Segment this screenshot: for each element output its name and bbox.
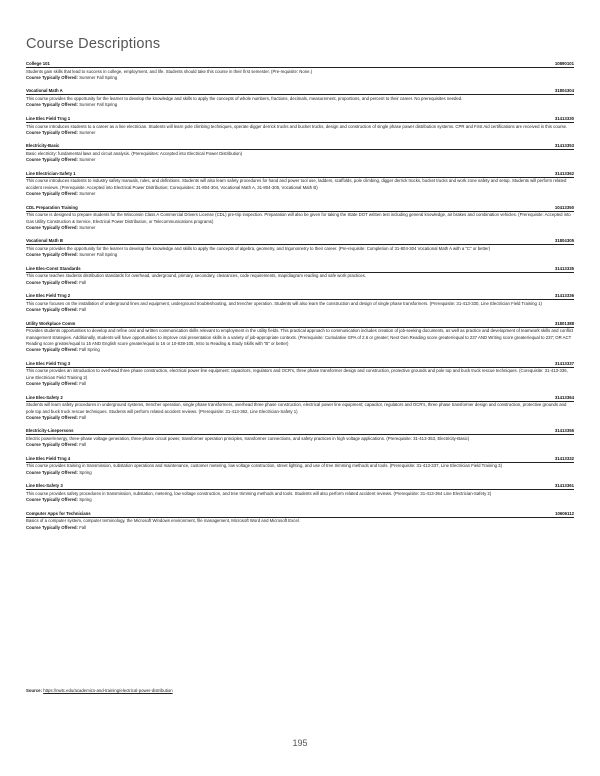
course-name: Line Elec-Safety 2 [26,394,63,400]
offered-label: Course Typically Offered: [26,191,78,197]
course-name: Vocational Math B [26,238,63,244]
course-header [26,456,574,463]
course-code: 31413332 [554,455,574,461]
course-entry [26,428,574,448]
course-name: Line Elec Field Trng 1 [26,115,71,121]
course-offered [26,442,574,448]
course-offered [26,280,574,286]
course-name: Line Elec Field Trng 2 [26,293,71,299]
course-header [26,266,574,273]
course-description: This course teaches students distribution standards for overhead, underground, primary, secondary, clearances, code requirements, map/diagram reading and safe work practices. [26,273,366,279]
course-entry [26,171,574,197]
course-description: This course introduces students to a career as a line electrician. Students will learn pole climbing techniques, operate digger derrick trucks and bucket trucks, design and construction of single phase power distribution systems. CPR and First Aid certifications are received in this course. [26,123,568,129]
course-name: Computer Apps for Technicians [26,510,91,516]
course-entry [26,61,574,81]
offered-value: Spring [79,469,92,475]
course-code: 31413355 [554,428,574,434]
source-link[interactable]: https://nwtc.edu/academics-and-training/electrical-power-distribution [43,688,173,693]
course-header [26,205,574,212]
course-name: Line Electrician-Safety 1 [26,170,76,176]
offered-value: Fall [79,442,87,448]
offered-value: Summer Fall Spring [79,74,118,80]
offered-label: Course Typically Offered: [26,524,78,530]
course-offered [26,307,574,313]
course-code: 31804304 [554,88,574,94]
course-code: 10890101 [554,61,574,66]
course-code: 31413362 [554,170,574,176]
course-code: 10606112 [555,510,574,516]
course-description: This course provides an introduction to overhead three phase construction, electrical power line equipment; capacitors, regulators and OCR's, three phase transformer design and construction, protective grounds and pole top and buck truck rescue techniques. (Corequisite: 31-413-336, Line Electrician Field Training 2) [26,368,568,380]
source-line [26,688,173,693]
course-header [26,238,574,245]
course-description: Students will learn safety procedures in underground systems, trencher operation, single phase transformers, overhead three phase construction, electrical power line equipment; capacitor, regulators and OCR's, three phase transformer design and construction, protective grounds and pole top and buck truck rescue techniques. Students will perform related accident reviews. (Prerequisite: 31-413-362, Line Electrician-Safety 1) [26,402,567,414]
course-description: This course is designed to prepare students for the Wisconsin Class A Commercial Drivers License (CDL) pre-trip inspection. Preparation will also be given for taking the State DOT written test including general knowledge, air brakes and combination vehicles. (Prerequisite: Accepted into Gas Utility Construction & Service, Electrical Power Distribution, or Telecommunications programs) [26,212,571,224]
course-entry [26,456,574,476]
offered-label: Course Typically Offered: [26,279,78,285]
offered-label: Course Typically Offered: [26,307,78,313]
course-description: Basic electricity: fundamental laws and circuit analysis. (Prerequisites: Accepted into Electrical Power Distribution) [26,150,243,156]
course-description: This course provides the opportunity for the learner to develop the knowledge and skills to apply the concepts of algebra, geometry, and trigonometry to their career. (Pre-requisite: Completion of 31-804-304 Vocational Math A with a "C" or better) [26,245,491,251]
offered-label: Course Typically Offered: [26,381,78,387]
offered-label: Course Typically Offered: [26,442,78,448]
course-code: 31804305 [554,238,574,244]
course-entry [26,88,574,108]
course-entry [26,511,574,531]
course-code: 10413350 [554,204,574,210]
course-offered [26,102,574,108]
course-name: Vocational Math A [26,88,63,94]
course-header [26,293,574,300]
course-name: Electricity-Basic [26,143,60,149]
course-offered [26,75,574,81]
course-description: This course introduces students to industry safety manuals, rules, and definitions. Students will also learn safety procedures for hand and power tool use, ladders, scaffolds, pole climbing, digger derrick trucks, bucket trucks and work zone safety and setup. Students will perform related accident reviews. (Prerequisite: Accepted into Electrical Power Distribution; Corequisites: 31-804-304, Vocational Math A, 31-804-305, Vocational Math B) [26,178,567,190]
offered-value: Fall [79,279,87,285]
course-description: Provides students opportunities to develop and refine oral and written communication skills relevant to employment in the utility fields. This practical approach to communication includes creation of job-seeking documents, as well as practice and development of teamwork skills and conflict management strategies. Additionally, students will have opportunities to improve oral presentation skills in a variety of job-appropriate contexts. (Prerequisite: Cumulative GPA of 2.6 or greater; Next Gen Reading score greater/equal to 237 AND Writing score greater/equal to 237; OR ACT Reading score greater/equal to 15 AND English score greater/equal to 16 or 10-838-105, Intro to Reading & Study Skills with "B" or better) [26,328,574,346]
offered-label: Course Typically Offered: [26,414,78,420]
offered-value: Summer Fall Spring [79,252,118,258]
offered-value: Fall [79,307,87,313]
course-name: CDL Preparation Training [26,204,78,210]
course-code: 31413336 [554,293,574,299]
course-entry [26,293,574,313]
offered-label: Course Typically Offered: [26,252,78,258]
course-header [26,483,574,490]
course-entry [26,143,574,163]
course-header [26,395,574,402]
course-code: 31801388 [554,320,574,326]
course-offered [26,130,574,136]
offered-label: Course Typically Offered: [26,74,78,80]
source-label: Source: [26,688,42,693]
offered-label: Course Typically Offered: [26,157,78,163]
course-offered [26,252,574,258]
course-offered [26,525,574,531]
course-offered [26,415,574,421]
course-entry [26,238,574,258]
offered-value: Fall Spring [79,347,100,353]
page-number: 195 [292,738,308,748]
course-offered [26,157,574,163]
course-entry [26,321,574,354]
course-offered [26,191,574,197]
course-entry [26,205,574,231]
course-header [26,361,574,368]
course-name: Line Elec-Const Standards [26,265,81,271]
course-list [26,61,574,538]
course-offered [26,347,574,353]
offered-label: Course Typically Offered: [26,102,78,108]
offered-label: Course Typically Offered: [26,347,78,353]
offered-value: Summer Fall Spring [79,102,118,108]
course-header [26,171,574,178]
offered-value: Summer [79,191,96,197]
offered-value: Fall [79,381,87,387]
course-code: 31413337 [554,360,574,366]
course-offered [26,381,574,387]
course-offered [26,470,574,476]
course-description: This course provides safety procedures in transmission, substation, metering, low voltage construction, and tree trimming methods and tools. Students will also perform related accident reviews. (Prerequisite: 31-413-364 Line Electrician-Safety 2) [26,490,492,496]
course-header [26,428,574,435]
course-description: This course focuses on the installation of underground lines and equipment, underground troubleshooting, and trencher operation. Students will also learn the construction and design of single phase transformers. (Prerequisite: 31-413-330, Line Electrician Field Training 1) [26,300,542,306]
course-entry [26,483,574,503]
course-name: Electricity-Linepersons [26,428,74,434]
course-header [26,61,574,68]
course-name: College 101 [26,61,50,66]
course-description: Electric power/energy, three-phase voltage generation, three-phase circuit power, transformer operation principles, transformer connections, and safety practices in high voltage applications. (Prerequisite: 31-413-353, Electricity-Basic) [26,435,470,441]
course-name: Line Elec-Safety 3 [26,483,63,489]
offered-value: Summer [79,157,96,163]
offered-value: Fall [79,414,87,420]
course-header [26,143,574,150]
course-description: This course provides the opportunity for the learner to develop the knowledge and skills to apply the concepts of whole numbers, fractions, decimals, measurement, proportions, and percent to their career. No prerequisites needed. [26,96,463,102]
course-entry [26,361,574,387]
course-header [26,88,574,95]
course-header [26,116,574,123]
offered-value: Summer [79,224,96,230]
course-description: This course provides training in transmission, substation operations and maintenance, customer metering, low voltage construction, street lighting, and use of tree trimming methods and tools. (Prerequisite: 31-413-337, Line Electrician Field Training 3) [26,463,503,469]
course-offered [26,497,574,503]
course-name: Line Elec Field Trng 4 [26,455,71,461]
offered-value: Spring [79,497,92,503]
page-title: Course Descriptions [26,36,161,52]
offered-value: Summer [79,129,96,135]
course-entry [26,116,574,136]
course-entry [26,266,574,286]
course-header [26,511,574,518]
offered-label: Course Typically Offered: [26,469,78,475]
course-description: Students gain skills that lead to success in college, employment, and life. Students should take this course in their first semester. (Pre-requisite: None.) [26,68,313,74]
course-code: 31413353 [554,143,574,149]
offered-label: Course Typically Offered: [26,129,78,135]
course-offered [26,225,574,231]
course-name: Line Elec Field Trng 3 [26,360,71,366]
offered-value: Fall [79,524,87,530]
course-code: 31413364 [554,394,574,400]
course-code: 31413335 [554,265,574,271]
offered-label: Course Typically Offered: [26,224,78,230]
course-name: Utility Workplace Comm [26,320,76,326]
course-header [26,321,574,328]
course-code: 31413330 [554,115,574,121]
course-entry [26,395,574,421]
offered-label: Course Typically Offered: [26,497,78,503]
course-description: Basics of a computer system, computer terminology, the Microsoft Windows environment, file management, Microsoft Word and Microsoft Excel. [26,518,300,524]
course-code: 31413361 [554,483,574,489]
